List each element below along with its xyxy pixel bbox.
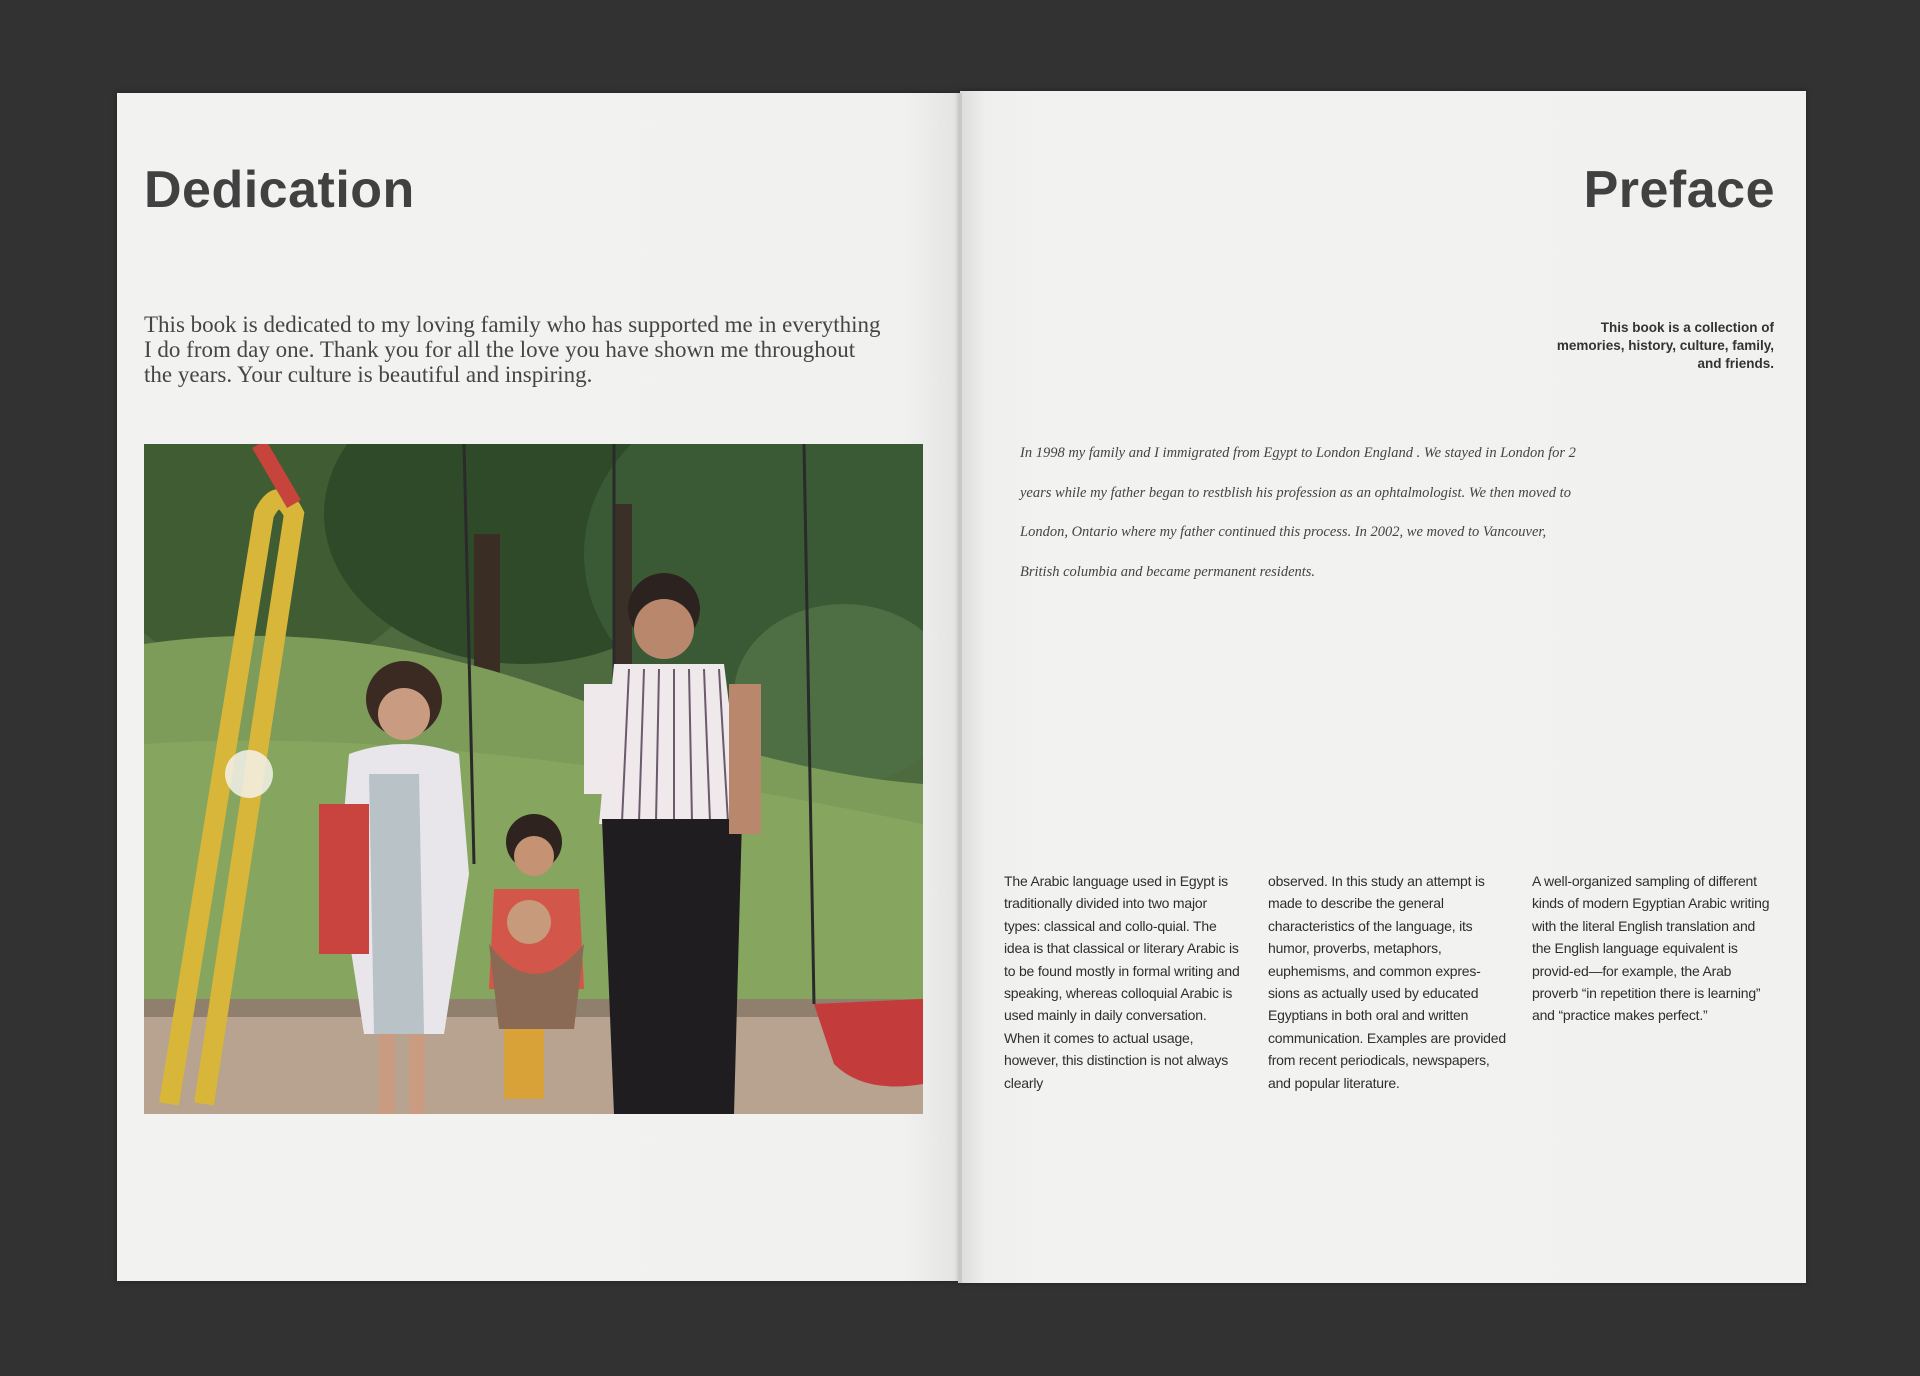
preface-column-1: The Arabic language used in Egypt is traditionally divided into two major types: classical and collo-quial. The idea is that classical or literary Arabic is to be found mostly in formal writing and speaking, whereas colloquial Arabic is used mainly in daily conversation. When it comes to actual usage, however, this distinction is not always clearly [1004,873,1240,1091]
preface-title: Preface [1583,161,1775,219]
preface-column-2: observed. In this study an attempt is made to describe the general characteristics of the language, its humor, proverbs, metaphors, euphemisms, and common expres-sions as actually used by educated Egyptians in both oral and written communication. Examples are provided from recent periodicals, newspapers, and popular literature. [1268,873,1506,1091]
preface-tagline: This book is a collection of memories, history, culture, family, and friends. [1556,320,1774,371]
preface-story: In 1998 my family and I immigrated from Egypt to London England . We stayed in London for 2 years while my father began to restblish his profession as an ophtalmologist. We then moved to London, Ontario where my father continued this process. In 2002, we moved to Vancouver, British columbia and became permanent residents. [1020,445,1576,580]
dedication-text: This book is dedicated to my loving family who has supported me in everything I do from day one. Thank you for all the love you have shown me throughout the years. Your culture is beautiful and inspiring. [144,312,881,387]
right-page [960,91,1806,1283]
dedication-title: Dedication [144,161,415,219]
family-photo-illustration [144,444,923,1114]
family-photo [144,444,923,1114]
preface-column-3: A well-organized sampling of different kinds of modern Egyptian Arabic writing with the literal English translation and the English language equivalent is provid-ed—for example, the Arab proverb “in repetition there is learning” and “practice makes perfect.” [1532,873,1770,1024]
book-spine [958,93,962,1283]
